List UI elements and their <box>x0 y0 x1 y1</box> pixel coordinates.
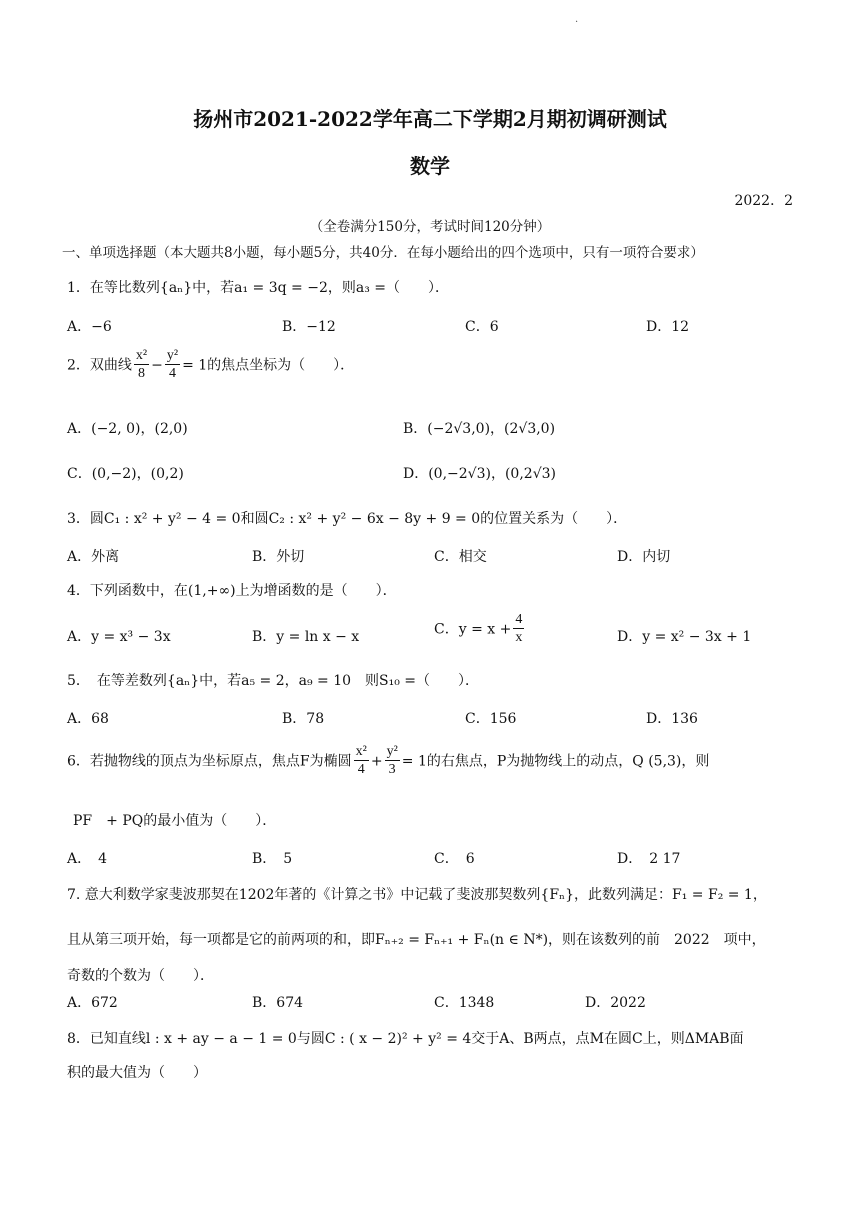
q6-frac1-num: x² <box>355 744 367 759</box>
subject-title: 数学 <box>410 154 450 178</box>
question-7-line-3: 奇数的个数为（ ）． <box>67 968 214 984</box>
question-2 <box>67 348 354 383</box>
q7-option-c: C．1348 <box>434 995 495 1011</box>
q4-option-d: D．y = x² − 3x + 1 <box>617 629 752 645</box>
q3-option-d: D．内切 <box>617 549 671 565</box>
question-8-line-1: 8．已知直线l : x + ay − a − 1 = 0与圆C : ( x − 2)² + y² = 4交于A、B两点，点M在圆C上，则ΔMAB面 <box>67 1031 744 1047</box>
q6-frac1-den: 4 <box>357 762 365 777</box>
q6-frac2-den: 3 <box>388 762 396 777</box>
q4-optc-den: x <box>515 630 523 645</box>
exam-date: 2022．2 <box>734 193 793 209</box>
q6-option-b: B． 5 <box>252 851 293 867</box>
q2-suffix: = 1的焦点坐标为（ ）． <box>182 357 355 374</box>
q4-optc-num: 4 <box>515 612 523 627</box>
q2-frac1-den: 8 <box>138 366 146 381</box>
q1-option-c: C．6 <box>465 319 499 335</box>
question-7-line-2: 且从第三项开始，每一项都是它的前两项的和，即Fₙ₊₂ = Fₙ₊₁ + Fₙ(n ∈ N*)，则在该数列的前 2022 项中， <box>67 932 766 948</box>
q1-option-d: D．12 <box>646 319 690 335</box>
q6-prefix: 6．若抛物线的顶点为坐标原点，焦点F为椭圆 <box>67 753 352 770</box>
q2-option-c: C．(0,−2)，(0,2) <box>67 466 184 482</box>
q6-frac2-num: y² <box>386 744 398 759</box>
q6-option-d: D． 2 17 <box>617 851 681 867</box>
q5-option-a: A．68 <box>67 711 109 727</box>
q2-option-a: A．(−2, 0)，(2,0) <box>67 421 188 437</box>
exam-note: （全卷满分150分，考试时间120分钟） <box>309 219 551 235</box>
q7-option-d: D．2022 <box>585 995 646 1011</box>
q2-frac1-num: x² <box>135 348 148 363</box>
q4-option-a: A．y = x³ − 3x <box>67 629 171 645</box>
q5-option-c: C．156 <box>465 711 517 727</box>
q2-minus: − <box>151 357 163 374</box>
q6-suffix: = 1的右焦点，P为抛物线上的动点，Q (5,3)，则 <box>401 753 710 770</box>
q4-option-c-text: C．y = x + <box>434 621 512 638</box>
question-7-line-1: 7. 意大利数学家斐波那契在1202年著的《计算之书》中记载了斐波那契数列{Fₙ}，此数列满足：F₁ = F₂ = 1， <box>67 887 767 903</box>
q2-prefix: 2．双曲线 <box>67 357 132 374</box>
q3-option-b: B．外切 <box>252 549 305 565</box>
question-4: 4．下列函数中，在(1,+∞)上为增函数的是（ ）． <box>67 583 397 599</box>
page-title: 扬州市2021-2022学年高二下学期2月期初调研测试 <box>193 107 667 131</box>
q6-fraction-2 <box>385 744 400 779</box>
q2-option-b: B．(−2√3,0)，(2√3,0) <box>403 421 556 437</box>
q4-option-c-fraction <box>513 612 524 647</box>
q2-frac2-den: 4 <box>168 366 176 381</box>
question-3: 3．圆C₁ : x² + y² − 4 = 0和圆C₂ : x² + y² − 6x − 8y + 9 = 0的位置关系为（ ）． <box>67 511 628 527</box>
question-5: 5． 在等差数列{aₙ}中，若a₅ = 2，a₉ = 10 则S₁₀ =（ ）． <box>67 673 480 689</box>
q2-option-d: D．(0,−2√3)，(0,2√3) <box>403 466 556 482</box>
q2-fraction-1 <box>134 348 149 383</box>
section-heading: 一、单项选择题（本大题共8小题，每小题5分，共40分．在每小题给出的四个选项中，只有一项符合要求） <box>62 245 704 261</box>
q1-option-a: A．−6 <box>67 319 112 335</box>
q6-plus: + <box>370 753 383 770</box>
q2-fraction-2 <box>165 348 180 383</box>
q6-option-a: A． 4 <box>67 851 108 867</box>
question-6-line-2: PF + PQ的最小值为（ ）． <box>73 813 277 829</box>
q5-option-d: D．136 <box>646 711 698 727</box>
q2-frac2-num: y² <box>166 348 179 363</box>
q5-option-b: B．78 <box>282 711 325 727</box>
q4-option-c <box>434 612 526 647</box>
corner-mark: . <box>575 14 579 25</box>
question-6 <box>67 744 709 779</box>
q3-option-c: C．相交 <box>434 549 487 565</box>
q7-option-b: B．674 <box>252 995 304 1011</box>
question-1: 1．在等比数列{aₙ}中，若a₁ = 3q = −2，则a₃ =（ ）． <box>67 280 449 296</box>
q3-option-a: A．外离 <box>67 549 120 565</box>
q4-option-b: B．y = ln x − x <box>252 629 360 645</box>
q6-option-c: C． 6 <box>434 851 475 867</box>
q6-fraction-1 <box>354 744 369 779</box>
q1-option-b: B．−12 <box>282 319 336 335</box>
q7-option-a: A．672 <box>67 995 118 1011</box>
question-8-line-2: 积的最大值为（ ） <box>67 1065 207 1081</box>
